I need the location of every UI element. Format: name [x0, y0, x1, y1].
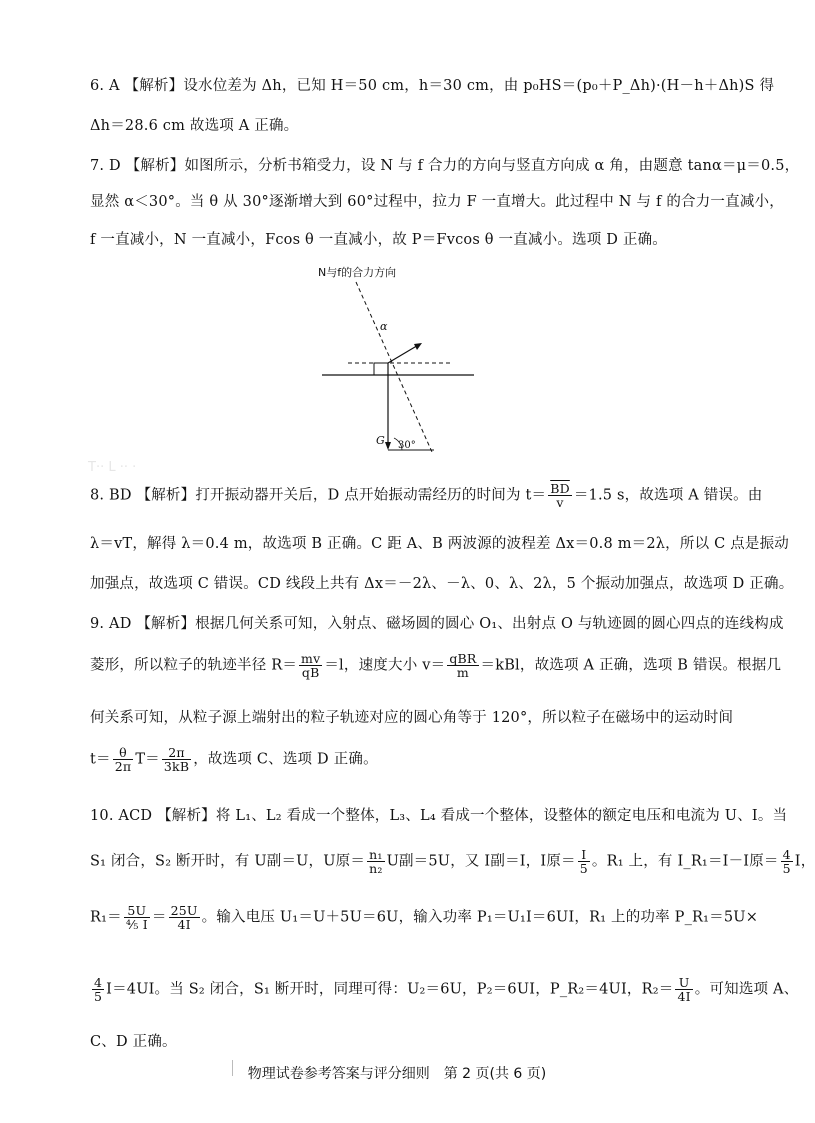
q8-frac-den: v	[556, 495, 564, 511]
q9-frac3-den: 2π	[114, 759, 132, 775]
force-arrow	[388, 344, 420, 363]
q6-line-2: Δh＝28.6 cm 故选项 A 正确。	[90, 118, 299, 134]
q9-text-e: T＝	[135, 751, 160, 768]
q7-line-1: 7. D 【解析】如图所示，分析书箱受力，设 N 与 f 合力的方向与竖直方向成 α 角，由题意 tanα＝μ＝0.5，	[90, 158, 800, 174]
q10-frac6-den: 5	[94, 989, 103, 1005]
q10-frac1-num: n₁	[369, 847, 383, 862]
q9-text-d: t＝	[90, 751, 111, 768]
q9-fraction-3	[113, 746, 134, 773]
q10-frac4-den: ⁴⁄₅ I	[125, 917, 148, 933]
q8-text-b: ＝1.5 s，故选项 A 错误。由	[573, 487, 763, 504]
q10-text-e: R₁＝	[90, 909, 122, 926]
q10-frac7-num: U	[675, 976, 692, 990]
q10-text-a: S₁ 闭合，S₂ 断开时，有 U副＝U，U原＝	[90, 853, 366, 870]
box	[374, 363, 388, 375]
q9-frac4-den: 3kB	[163, 759, 190, 775]
figure-title: N与f的合力方向	[318, 266, 397, 279]
q10-frac1-den: n₂	[369, 861, 383, 877]
q10-text-d: I，	[794, 853, 815, 870]
q8-text-a: 8. BD 【解析】打开振动器开关后，D 点开始振动需经历的时间为 t＝	[90, 487, 547, 504]
q10-line-1: 10. ACD 【解析】将 L₁、L₂ 看成一个整体，L₃、L₄ 看成一个整体，设整体的额定电压和电流为 U、I。当	[90, 808, 788, 824]
q10-text-c: 。R₁ 上，有 I_R₁＝I－I原＝	[591, 853, 779, 870]
q9-fraction-4	[162, 746, 191, 773]
q9-line-1: 9. AD 【解析】根据几何关系可知，入射点、磁场圆的圆心 O₁、出射点 O 与轨迹圆的圆心四点的连线构成	[90, 616, 784, 632]
q10-fraction-7	[675, 976, 692, 1003]
q10-frac3-den: 5	[782, 861, 791, 877]
q10-fraction-1	[367, 848, 384, 875]
q10-text-b: U副＝5U，又 I副＝I，I原＝	[386, 853, 576, 870]
q8-frac-num: $\overline{BD}$	[550, 481, 570, 496]
q10-frac2-den: 5	[579, 861, 588, 877]
q9-frac1-den: qB	[301, 665, 320, 681]
q8-line-1	[90, 481, 763, 511]
q10-line-4	[90, 975, 799, 1005]
q10-fraction-3	[781, 848, 793, 875]
q9-frac1-num: mv	[301, 651, 321, 666]
alpha-label: α	[380, 320, 388, 333]
q10-fraction-2	[578, 848, 590, 875]
q9-frac2-den: m	[456, 665, 469, 681]
q8-line-2: λ＝vT，解得 λ＝0.4 m，故选项 B 正确。C 距 A、B 两波源的波程差 Δx＝0.8 m＝2λ，所以 C 点是振动	[90, 536, 789, 552]
q10-text-g: 。输入电压 U₁＝U＋5U＝6U，输入功率 P₁＝U₁I＝6UI，R₁ 上的功率 P_R₁＝5U×	[201, 909, 759, 926]
q9-frac4-num: 2π	[162, 746, 191, 760]
q10-line-5: C、D 正确。	[90, 1034, 177, 1050]
q9-text-c: ＝kBl，故选项 A 正确，选项 B 错误。根据几	[480, 657, 782, 674]
q9-frac2-num: qBR	[449, 651, 477, 666]
q9-fraction-2	[447, 652, 478, 679]
q10-frac4-num: 5U	[124, 904, 150, 918]
q10-line-3	[90, 903, 759, 933]
q10-fraction-5	[169, 904, 200, 931]
force-diagram	[318, 262, 488, 462]
q7-line-3: f 一直减小，N 一直减小，Fcos θ 一直减小，故 P＝Fvcos θ 一直减小。选项 D 正确。	[90, 232, 667, 248]
q10-frac2-num: I	[578, 848, 590, 862]
gravity-arrowhead	[385, 442, 391, 450]
page-footer: 物理试卷参考答案与评分细则 第 2 页(共 6 页)	[247, 1066, 547, 1082]
q10-text-f: ＝	[151, 909, 167, 926]
faint-mark: T·· L ·· ·	[88, 460, 137, 475]
q10-fraction-4	[124, 904, 150, 931]
q7-line-2: 显然 α＜30°。当 θ 从 30°逐渐增大到 60°过程中，拉力 F 一直增大。此过程中 N 与 f 的合力一直减小，	[90, 194, 784, 210]
q9-line-4	[90, 746, 720, 773]
q10-frac5-num: 25U	[170, 903, 198, 918]
q10-text-h: I＝4UI。当 S₂ 闭合，S₁ 断开时，同理可得：U₂＝6U，P₂＝6UI，P_R₂＝4UI，R₂＝	[106, 981, 674, 998]
q9-line-2	[90, 651, 782, 681]
q10-frac7-den: 4I	[677, 989, 691, 1005]
q10-frac3-num: 4	[782, 847, 791, 862]
q9-frac3-num: θ	[113, 746, 134, 760]
q9-text-a: 菱形，所以粒子的轨迹半径 R＝	[90, 657, 298, 674]
q9-text-f: ，故选项 C、选项 D 正确。	[193, 751, 378, 768]
q9-fraction-1	[299, 652, 322, 679]
angle-label: 30°	[398, 440, 416, 451]
q10-frac6-num: 4	[94, 975, 103, 990]
q10-fraction-6	[92, 976, 104, 1003]
q9-line-3: 何关系可知，从粒子源上端射出的粒子轨迹对应的圆心角等于 120°，所以粒子在磁场中的运动时间	[90, 710, 734, 726]
q9-text-b: ＝l，速度大小 v＝	[324, 657, 446, 674]
g-label: G	[376, 434, 385, 447]
q10-line-2	[90, 847, 815, 877]
q10-frac5-den: 4I	[177, 917, 191, 933]
q8-line-3: 加强点，故选项 C 错误。CD 线段上共有 Δx＝－2λ、－λ、0、λ、2λ，5 个振动加强点，故选项 D 正确。	[90, 576, 794, 592]
q6-line-1: 6. A 【解析】设水位差为 Δh，已知 H＝50 cm，h＝30 cm，由 p₀HS＝(p₀＋P_Δh)·(H－h＋Δh)S 得	[90, 78, 775, 94]
q8-fraction	[548, 482, 572, 509]
resultant-direction-line	[356, 282, 432, 452]
q10-text-i: 。可知选项 A、	[694, 981, 799, 998]
